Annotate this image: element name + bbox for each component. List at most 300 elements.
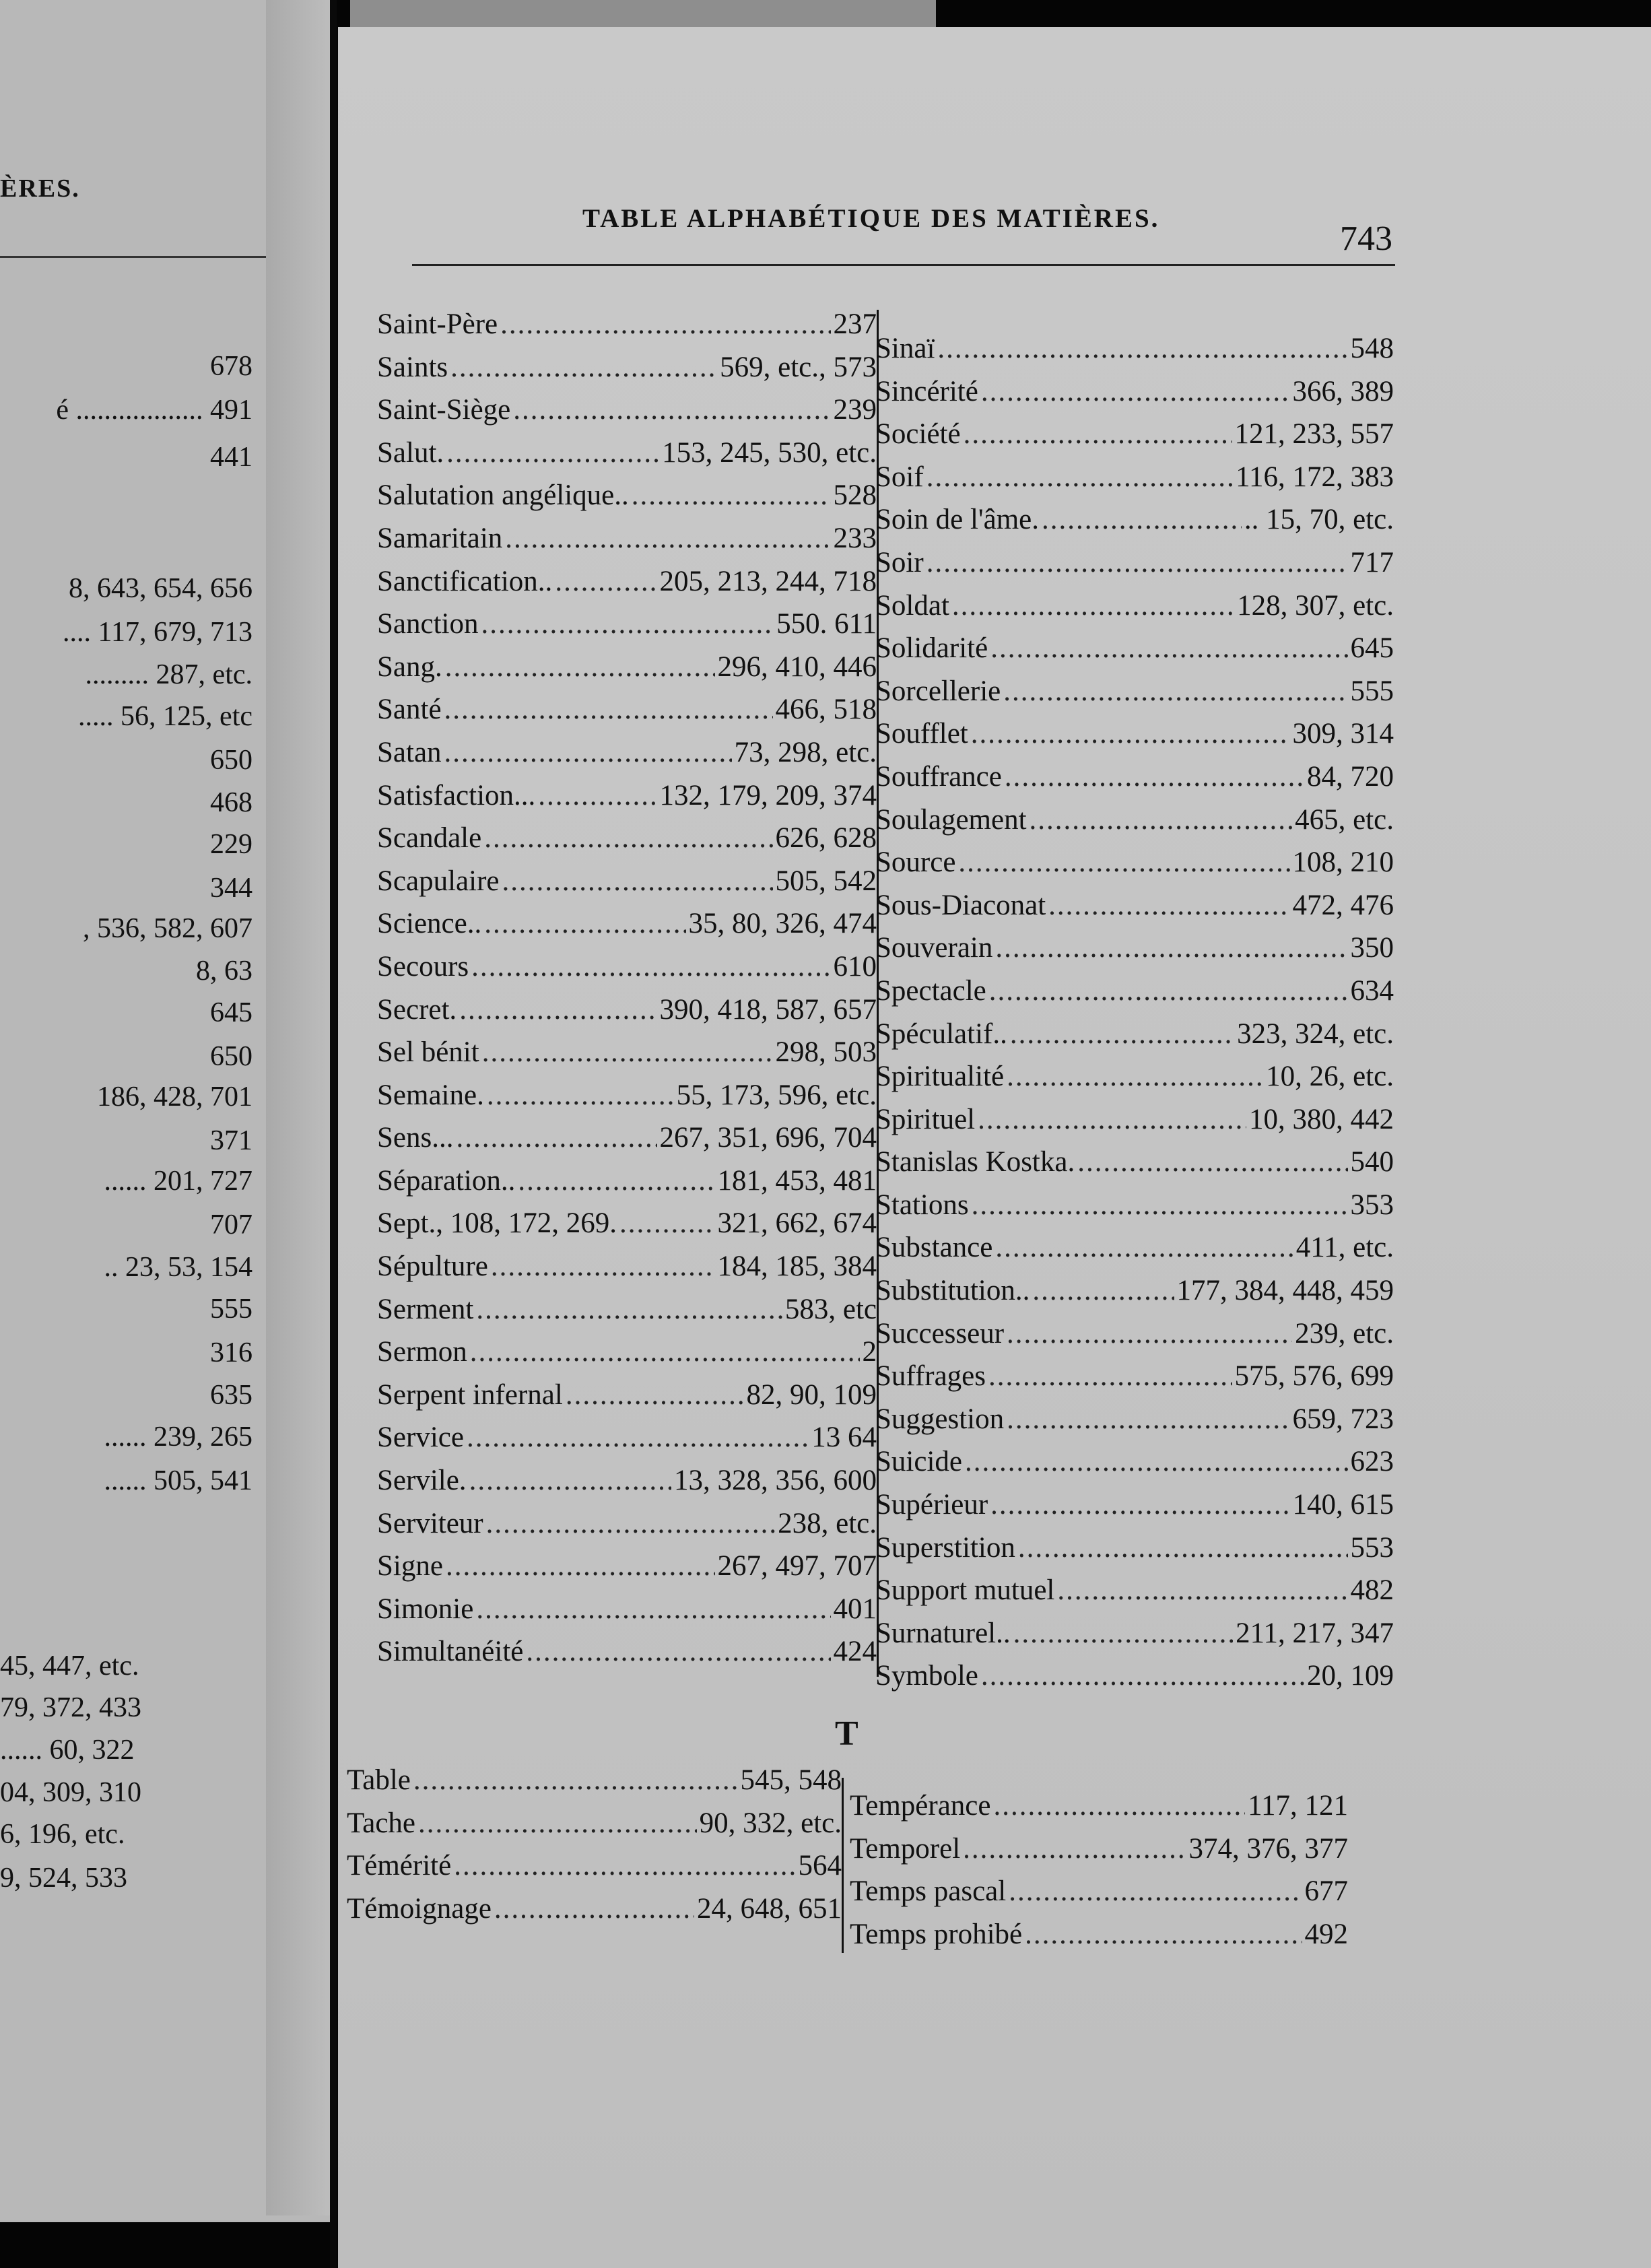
leader-dots xyxy=(978,1098,1246,1141)
leader-dots xyxy=(958,841,1289,884)
leader-dots xyxy=(471,945,830,989)
index-entry xyxy=(875,799,1394,842)
index-term: Sept., 108, 172, 269. xyxy=(377,1207,617,1240)
page-references: 528 xyxy=(833,479,877,512)
index-term: Sinaï xyxy=(875,333,935,364)
leader-dots xyxy=(1007,1398,1289,1441)
left-page-line: 468 xyxy=(210,787,252,818)
index-term: Salutation angélique.. xyxy=(377,479,629,512)
leader-dots xyxy=(619,1202,715,1245)
index-term: Samaritain xyxy=(377,522,503,554)
index-term: Semaine. xyxy=(377,1079,484,1111)
index-column-a xyxy=(377,303,877,1673)
index-term: Science.. xyxy=(377,908,482,940)
page-references: 309, 314 xyxy=(1292,718,1394,750)
page-references: 13 64 xyxy=(811,1422,877,1454)
index-term: Soir xyxy=(875,546,924,578)
index-entry xyxy=(377,989,877,1032)
index-entry xyxy=(377,1160,877,1203)
page-references: 296, 410, 446 xyxy=(717,651,877,683)
index-term: Témérité xyxy=(347,1850,452,1882)
page-references: 239, etc. xyxy=(1295,1317,1394,1349)
left-page xyxy=(0,0,330,2222)
index-term: Satisfaction... xyxy=(377,779,536,811)
page-references: 238, etc. xyxy=(778,1507,877,1539)
index-term: Supérieur xyxy=(875,1489,988,1521)
leader-dots xyxy=(446,1545,715,1588)
leader-dots xyxy=(937,327,1347,370)
book-spine xyxy=(330,0,337,2268)
leader-dots xyxy=(995,1226,1293,1269)
left-page-rule xyxy=(0,256,266,258)
leader-dots xyxy=(1009,1870,1302,1913)
page-references: 575, 576, 699 xyxy=(1234,1360,1394,1393)
page-references: 553 xyxy=(1350,1531,1394,1564)
page-references: 505, 542 xyxy=(775,865,877,897)
left-page-line: ......... 287, etc. xyxy=(85,659,252,690)
leader-dots xyxy=(445,646,715,689)
leader-dots xyxy=(1032,1269,1174,1312)
index-term: Simonie xyxy=(377,1593,474,1625)
page-references: 717 xyxy=(1350,546,1394,578)
index-term: Souffrance xyxy=(875,760,1002,793)
index-entry xyxy=(875,1527,1394,1570)
leader-dots xyxy=(494,1888,694,1931)
index-term: Spéculatif.. xyxy=(875,1018,1007,1050)
index-term: Sanctification.. xyxy=(377,565,553,597)
leader-dots xyxy=(467,1416,809,1459)
leader-dots xyxy=(632,474,831,517)
index-entry xyxy=(875,1184,1394,1227)
index-term: Saint-Père xyxy=(377,308,498,340)
index-entry xyxy=(875,970,1394,1013)
index-entry xyxy=(875,1055,1394,1098)
page-references: 132, 179, 209, 374 xyxy=(659,779,877,811)
leader-dots xyxy=(469,1459,671,1502)
left-page-line: 79, 372, 433 xyxy=(0,1692,141,1723)
index-entry xyxy=(875,1098,1394,1141)
index-term: Sel bénit xyxy=(377,1036,479,1069)
index-entry xyxy=(875,498,1394,541)
index-term: Successeur xyxy=(875,1317,1005,1349)
leader-dots xyxy=(484,902,685,945)
index-term: Santé xyxy=(377,694,442,726)
index-entry xyxy=(377,902,877,945)
leader-dots xyxy=(484,817,772,860)
index-term: Tache xyxy=(347,1807,416,1839)
page-references: 267, 497, 707 xyxy=(717,1550,877,1582)
page-references: 366, 389 xyxy=(1292,375,1394,407)
left-page-line: ...... 60, 322 xyxy=(0,1735,135,1766)
leader-dots xyxy=(470,1331,860,1374)
page-references: 492 xyxy=(1304,1918,1348,1950)
leader-dots xyxy=(1048,884,1289,927)
index-term: Séparation.. xyxy=(377,1164,516,1197)
left-page-line: , 536, 582, 607 xyxy=(83,913,252,944)
page-references: 298, 503 xyxy=(775,1036,877,1069)
index-term: Suicide xyxy=(875,1446,962,1478)
index-term: Superstition xyxy=(875,1531,1015,1564)
page-references: 20, 109 xyxy=(1307,1660,1394,1692)
page-references: 177, 384, 448, 459 xyxy=(1176,1275,1394,1307)
index-entry xyxy=(347,1802,842,1845)
index-term: Spectacle xyxy=(875,974,986,1007)
left-page-line: ...... 201, 727 xyxy=(104,1166,252,1197)
index-entry xyxy=(875,413,1394,456)
leader-dots xyxy=(476,1288,782,1331)
leader-dots xyxy=(1003,670,1347,713)
leader-dots xyxy=(995,927,1347,970)
leader-dots xyxy=(965,1440,1348,1483)
left-page-line: 441 xyxy=(210,442,252,473)
index-term: Sorcellerie xyxy=(875,675,1001,707)
index-entry xyxy=(850,1785,1348,1828)
index-term: Saints xyxy=(377,351,448,383)
index-entry xyxy=(377,432,877,475)
index-entry xyxy=(347,1888,842,1931)
page-references: 548 xyxy=(1350,333,1394,364)
leader-dots xyxy=(566,1374,744,1417)
section-letter: T xyxy=(835,1714,858,1753)
leader-dots xyxy=(981,370,1290,413)
page-references: 55, 173, 596, etc. xyxy=(676,1079,877,1111)
index-entry xyxy=(377,1331,877,1374)
index-term: Simultanéité xyxy=(377,1636,524,1668)
index-term: Soif xyxy=(875,461,924,493)
index-term: Surnaturel.. xyxy=(875,1617,1011,1649)
index-term: Sépulture xyxy=(377,1250,488,1283)
index-term: Soulagement xyxy=(875,803,1027,836)
page-references: 466, 518 xyxy=(775,694,877,726)
leader-dots xyxy=(1057,1569,1347,1612)
left-page-line: 04, 309, 310 xyxy=(0,1777,141,1808)
index-entry xyxy=(875,585,1394,628)
page-references: 10, 380, 442 xyxy=(1249,1103,1394,1135)
page-references: 239 xyxy=(833,394,877,426)
index-term: Serment xyxy=(377,1293,474,1325)
page-references: 237 xyxy=(833,308,877,340)
index-term: Sermon xyxy=(377,1336,467,1368)
left-page-line: 645 xyxy=(210,997,252,1028)
column-divider-t xyxy=(842,1778,844,1953)
left-page-line: 6, 196, etc. xyxy=(0,1819,125,1850)
index-term: Sincérité xyxy=(875,375,978,407)
index-term: Souverain xyxy=(875,932,993,964)
index-term: Scapulaire xyxy=(377,865,500,897)
page-references: .. 15, 70, etc. xyxy=(1244,504,1394,536)
page-references: 626, 628 xyxy=(775,822,877,855)
index-entry xyxy=(875,1269,1394,1312)
index-term: Symbole xyxy=(875,1660,978,1692)
page-references: 184, 185, 384 xyxy=(717,1250,877,1283)
leader-dots xyxy=(450,346,717,389)
index-term: Sanction xyxy=(377,608,479,640)
left-page-line: 344 xyxy=(210,873,252,904)
index-entry xyxy=(377,1031,877,1074)
index-term: Salut. xyxy=(377,436,444,469)
index-term: Tempérance xyxy=(850,1790,991,1822)
page-references: 2 xyxy=(862,1336,877,1368)
left-page-header: ÈRES. xyxy=(0,174,80,203)
leader-dots xyxy=(486,1502,776,1545)
leader-dots xyxy=(418,1802,697,1845)
page-references: 569, etc., 573 xyxy=(720,351,877,383)
left-page-line: 707 xyxy=(210,1209,252,1240)
index-entry xyxy=(377,1416,877,1459)
page-references: 116, 172, 383 xyxy=(1236,461,1394,493)
index-term: Scandale xyxy=(377,822,482,855)
header-rule xyxy=(412,264,1395,266)
leader-dots xyxy=(972,1184,1348,1227)
leader-dots xyxy=(1030,799,1293,842)
left-page-line: 9, 524, 533 xyxy=(0,1863,127,1894)
page-references: 117, 121 xyxy=(1248,1790,1348,1822)
page-references: 350 xyxy=(1350,932,1394,964)
page-references: 140, 615 xyxy=(1292,1489,1394,1521)
left-page-line: 678 xyxy=(210,351,252,382)
left-page-line: 650 xyxy=(210,1041,252,1072)
index-term: Satan xyxy=(377,736,442,768)
index-entry xyxy=(875,370,1394,413)
index-entry xyxy=(875,670,1394,713)
index-entry xyxy=(377,474,877,517)
index-entry xyxy=(875,1141,1394,1184)
index-term: Temps prohibé xyxy=(850,1918,1023,1950)
page-title: TABLE ALPHABÉTIQUE DES MATIÈRES. xyxy=(582,204,1160,233)
leader-dots xyxy=(491,1245,715,1288)
index-term: Société xyxy=(875,418,961,451)
index-entry xyxy=(875,1612,1394,1655)
index-term: Sous-Diaconat xyxy=(875,889,1046,921)
leader-dots xyxy=(454,1844,795,1888)
leader-dots xyxy=(1005,756,1304,799)
index-term: Serviteur xyxy=(377,1507,483,1539)
left-page-line: .. 23, 53, 154 xyxy=(104,1252,252,1283)
leader-dots xyxy=(502,860,772,903)
index-term: Spirituel xyxy=(875,1103,976,1135)
page-references: 555 xyxy=(1350,675,1394,707)
index-entry xyxy=(875,327,1394,370)
index-entry xyxy=(875,841,1394,884)
index-entry xyxy=(875,1569,1394,1612)
index-entry xyxy=(377,517,877,560)
leader-dots xyxy=(964,413,1232,456)
page-references: 564 xyxy=(798,1850,842,1882)
leader-dots xyxy=(971,712,1290,756)
index-term: Secret. xyxy=(377,993,457,1026)
index-entry xyxy=(377,945,877,989)
page-references: 233 xyxy=(833,522,877,554)
page-references: 84, 720 xyxy=(1307,760,1394,793)
page-references: 35, 80, 326, 474 xyxy=(688,908,877,940)
page-references: 153, 245, 530, etc. xyxy=(662,436,877,469)
index-entry xyxy=(347,1844,842,1888)
index-entry xyxy=(875,1013,1394,1056)
index-entry xyxy=(377,1288,877,1331)
index-entry xyxy=(377,1588,877,1631)
index-entry xyxy=(377,731,877,774)
page-references: 465, etc. xyxy=(1295,803,1394,836)
left-page-line: ...... 239, 265 xyxy=(104,1422,252,1453)
index-entry xyxy=(875,927,1394,970)
page-references: 390, 418, 587, 657 xyxy=(659,993,877,1026)
left-page-line: 8, 63 xyxy=(196,956,252,987)
page-references: 545, 548 xyxy=(740,1764,842,1796)
leader-dots xyxy=(476,1588,830,1631)
left-page-line: 8, 643, 654, 656 xyxy=(69,573,252,604)
index-term: Signe xyxy=(377,1550,443,1582)
leader-dots xyxy=(513,389,830,432)
index-entry xyxy=(875,1226,1394,1269)
page-references: 13, 328, 356, 600 xyxy=(674,1465,877,1497)
index-term: Suggestion xyxy=(875,1403,1005,1435)
leader-dots xyxy=(1013,1612,1233,1655)
left-page-line: 45, 447, etc. xyxy=(0,1650,139,1681)
index-entry xyxy=(377,1074,877,1117)
page-references: 121, 233, 557 xyxy=(1234,418,1394,451)
leader-dots xyxy=(988,1355,1232,1398)
index-column-b xyxy=(875,327,1394,1698)
binding-strip xyxy=(350,0,936,27)
index-term: Substitution.. xyxy=(875,1275,1030,1307)
leader-dots xyxy=(990,1483,1289,1527)
index-entry xyxy=(377,1630,877,1673)
index-entry xyxy=(377,1202,877,1245)
index-entry xyxy=(377,303,877,346)
leader-dots xyxy=(459,989,656,1032)
leader-dots xyxy=(1018,1527,1348,1570)
index-term: Soin de l'âme. xyxy=(875,504,1040,536)
index-entry xyxy=(377,1459,877,1502)
index-entry xyxy=(875,1398,1394,1441)
index-entry xyxy=(875,1355,1394,1398)
index-term: Solidarité xyxy=(875,632,988,665)
index-term: Saint-Siège xyxy=(377,394,511,426)
index-term: Secours xyxy=(377,950,469,982)
page-references: 10, 26, etc. xyxy=(1266,1061,1394,1093)
leader-dots xyxy=(446,432,659,475)
index-term: Support mutuel xyxy=(875,1574,1055,1607)
page-references: 181, 453, 481 xyxy=(717,1164,877,1197)
index-entry xyxy=(875,884,1394,927)
page-references: 353 xyxy=(1350,1189,1394,1221)
left-page-line: 316 xyxy=(210,1337,252,1368)
page-number: 743 xyxy=(1340,220,1392,258)
page-references: 424 xyxy=(833,1636,877,1668)
leader-dots xyxy=(952,585,1234,628)
index-term: Spiritualité xyxy=(875,1061,1005,1093)
left-page-line: 650 xyxy=(210,745,252,776)
leader-dots xyxy=(1025,1913,1302,1956)
index-entry xyxy=(377,817,877,860)
leader-dots xyxy=(456,1116,656,1160)
page-references: 90, 332, etc. xyxy=(699,1807,842,1839)
page-references: 550. 611 xyxy=(776,608,877,640)
leader-dots xyxy=(505,517,830,560)
leader-dots xyxy=(963,1828,1186,1871)
left-page-line: 555 xyxy=(210,1294,252,1325)
leader-dots xyxy=(500,303,830,346)
index-entry xyxy=(377,860,877,903)
index-term: Table xyxy=(347,1764,411,1796)
leader-dots xyxy=(518,1160,714,1203)
leader-dots xyxy=(413,1759,738,1802)
leader-dots xyxy=(444,688,773,731)
left-page-line: 186, 428, 701 xyxy=(97,1081,252,1112)
leader-dots xyxy=(926,541,1348,585)
index-term: Serpent infernal xyxy=(377,1378,563,1411)
leader-dots xyxy=(1007,1055,1263,1098)
index-entry xyxy=(875,1655,1394,1698)
page-references: 374, 376, 377 xyxy=(1188,1832,1348,1865)
leader-dots xyxy=(1077,1141,1347,1184)
page-references: 659, 723 xyxy=(1292,1403,1394,1435)
page-references: 211, 217, 347 xyxy=(1236,1617,1394,1649)
index-term: Sens... xyxy=(377,1122,454,1154)
page-references: 623 xyxy=(1350,1446,1394,1478)
left-page-line: é .................. 491 xyxy=(56,395,252,426)
page-references: 610 xyxy=(833,950,877,982)
index-entry xyxy=(377,1545,877,1588)
index-entry xyxy=(875,627,1394,670)
index-entry xyxy=(377,646,877,689)
page-references: 583, etc xyxy=(784,1293,877,1325)
index-entry xyxy=(377,1374,877,1417)
page-references: 267, 351, 696, 704 xyxy=(659,1122,877,1154)
left-page-edge xyxy=(266,0,330,2215)
index-term: Stanislas Kostka. xyxy=(875,1146,1075,1178)
leader-dots xyxy=(1010,1013,1234,1056)
index-term: Temporel xyxy=(850,1832,961,1865)
left-page-line: ..... 56, 125, etc xyxy=(78,701,252,732)
leader-dots xyxy=(482,1031,773,1074)
index-term: Servile. xyxy=(377,1465,467,1497)
left-page-line: ...... 505, 541 xyxy=(104,1465,252,1496)
page-references: 645 xyxy=(1350,632,1394,665)
left-page-line: 635 xyxy=(210,1380,252,1411)
index-term: Suffrages xyxy=(875,1360,986,1393)
index-entry xyxy=(875,1312,1394,1356)
leader-dots xyxy=(981,1655,1304,1698)
page-references: 205, 213, 244, 718 xyxy=(659,565,877,597)
page-references: 401 xyxy=(833,1593,877,1625)
index-term: Témoignage xyxy=(347,1892,492,1925)
page-references: 472, 476 xyxy=(1292,889,1394,921)
leader-dots xyxy=(444,731,732,774)
index-entry xyxy=(377,774,877,818)
page-references: 482 xyxy=(1350,1574,1394,1607)
index-entry xyxy=(875,541,1394,585)
index-column-c xyxy=(347,1759,842,1930)
index-term: Temps pascal xyxy=(850,1875,1007,1908)
left-page-line: .... 117, 679, 713 xyxy=(63,617,252,648)
index-entry xyxy=(377,389,877,432)
index-column-d xyxy=(850,1785,1348,1956)
index-term: Soufflet xyxy=(875,718,968,750)
page-references: 634 xyxy=(1350,974,1394,1007)
leader-dots xyxy=(526,1630,830,1673)
page-references: 82, 90, 109 xyxy=(746,1378,877,1411)
page-references: 677 xyxy=(1304,1875,1348,1908)
leader-dots xyxy=(481,603,774,646)
page-references: 108, 210 xyxy=(1292,846,1394,879)
index-entry xyxy=(377,688,877,731)
index-entry xyxy=(377,1502,877,1545)
page-references: 540 xyxy=(1350,1146,1394,1178)
leader-dots xyxy=(1007,1312,1292,1356)
index-entry xyxy=(377,603,877,646)
index-entry xyxy=(377,346,877,389)
